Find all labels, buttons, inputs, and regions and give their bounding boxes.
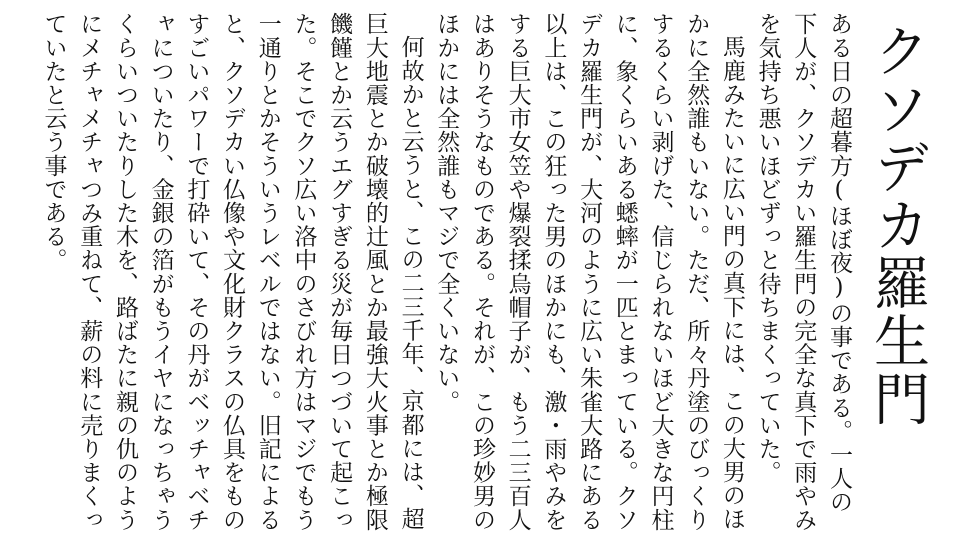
- paragraph-1: ある日の超暮方(ほぼ夜)の事である。一人の下人が、クソデカい羅生門の完全な真下で雨やみを気持ち悪いほどずっと待ちまくっていた。: [754, 12, 852, 532]
- paragraph-2: 馬鹿みたいに広い門の真下には、この大男のほかに全然誰もいない。ただ、所々丹塗のびっくりするくらい剥げた、信じられないほど大きな円柱に、象くらいある蟋蟀が一匹とまっている。クソデカ羅生門が、大河のように広い朱雀大路にある以上は、この狂った男のほかにも、激・雨やみをする巨大市女笠や爆裂揉烏帽子が、もう二三百人はありそうなものである。それが、この珍妙男のほかには全然誰もマジで全くいない。: [433, 12, 745, 532]
- body-text: [6, 12, 856, 532]
- paragraph-3: 何故かと云うと、この二三千年、京都には、超巨大地震とか破壊的辻風とか最強大火事とか極限饑饉とか云うエグすぎる災が毎日つづいて起こった。そこでクソ広い洛中のさびれ方はマジでもう一通りとかそういうレベルではない。旧記によると、クソデカい仏像や文化財クラスの仏具をものすごいパワーで打砕いて、その丹がベッチャベチャについたり、金銀の箔がもうイヤになっちゃうくらいついたりした木を、路ばたに親の仇のようにメチャメチャつみ重ねて、薪の料に売りまくっていたと云う事である。: [40, 12, 424, 532]
- page-title: クソデカ羅生門: [865, 22, 930, 428]
